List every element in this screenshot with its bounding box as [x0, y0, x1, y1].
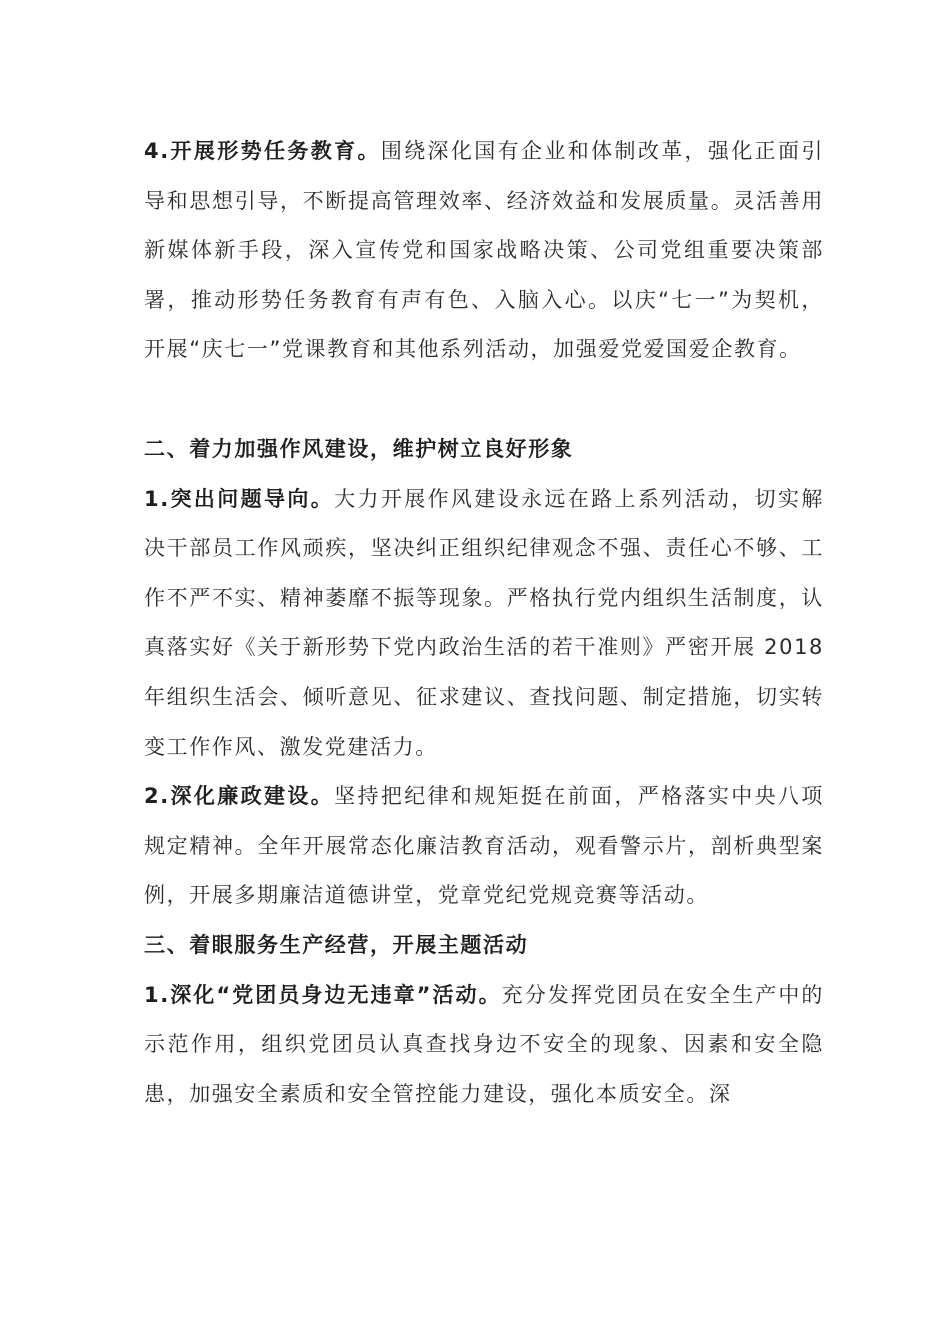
paragraph-text: 围绕深化国有企业和体制改革，强化正面引导和思想引导，不断提高管理效率、经济效益和发展质量。灵活善用新媒体新手段，深入宣传党和国家战略决策、公司党组重要决策部署，推动形势任务教育有声有色、入脑入心。以庆“七一”为契机，开展“庆七一”党课教育和其他系列活动，加强爱党爱国爱企教育。: [144, 139, 824, 362]
paragraph-text: 充分发挥党团员在安全生产中的示范作用，组织党团员认真查找身边不安全的现象、因素和安全隐患，加强安全素质和安全管控能力建设，强化本质安全。深: [144, 982, 824, 1106]
paragraph-problem-orientation: [144, 475, 824, 773]
paragraph-lead: 4.开展形势任务教育。: [144, 139, 381, 163]
document-body: [144, 127, 824, 1119]
paragraph-lead: 2.深化廉政建设。: [144, 784, 335, 809]
paragraph-text: 坚持把纪律和规矩挺在前面，严格落实中央八项规定精神。全年开展常态化廉洁教育活动，观看警示片，剖析典型案例，开展多期廉洁道德讲堂，党章党纪党规竞赛等活动。: [144, 784, 824, 908]
paragraph-lead: 1.深化“党团员身边无违章”活动。: [144, 982, 502, 1007]
paragraph-situation-education: [144, 127, 824, 375]
paragraph-no-violation-activity: [144, 971, 824, 1120]
paragraph-integrity-building: [144, 772, 824, 921]
paragraph-text: 大力开展作风建设永远在路上系列活动，切实解决干部员工作风顽疾，坚决纠正组织纪律观念不强、责任心不够、工作不严不实、精神萎靡不振等现象。严格执行党内组织生活制度，认真落实好《关于新形势下党内政治生活的若干准则》严密开展 2018 年组织生活会、倾听意见、征求建议、查找问题、制定措施，切实转变工作作风、激发党建活力。: [144, 486, 824, 759]
section-heading-production-service: 三、着眼服务生产经营，开展主题活动: [144, 932, 529, 957]
section-spacer: [144, 375, 824, 425]
paragraph-lead: 1.突出问题导向。: [144, 486, 335, 511]
section-heading-work-style: 二、着力加强作风建设，维护树立良好形象: [144, 436, 574, 461]
